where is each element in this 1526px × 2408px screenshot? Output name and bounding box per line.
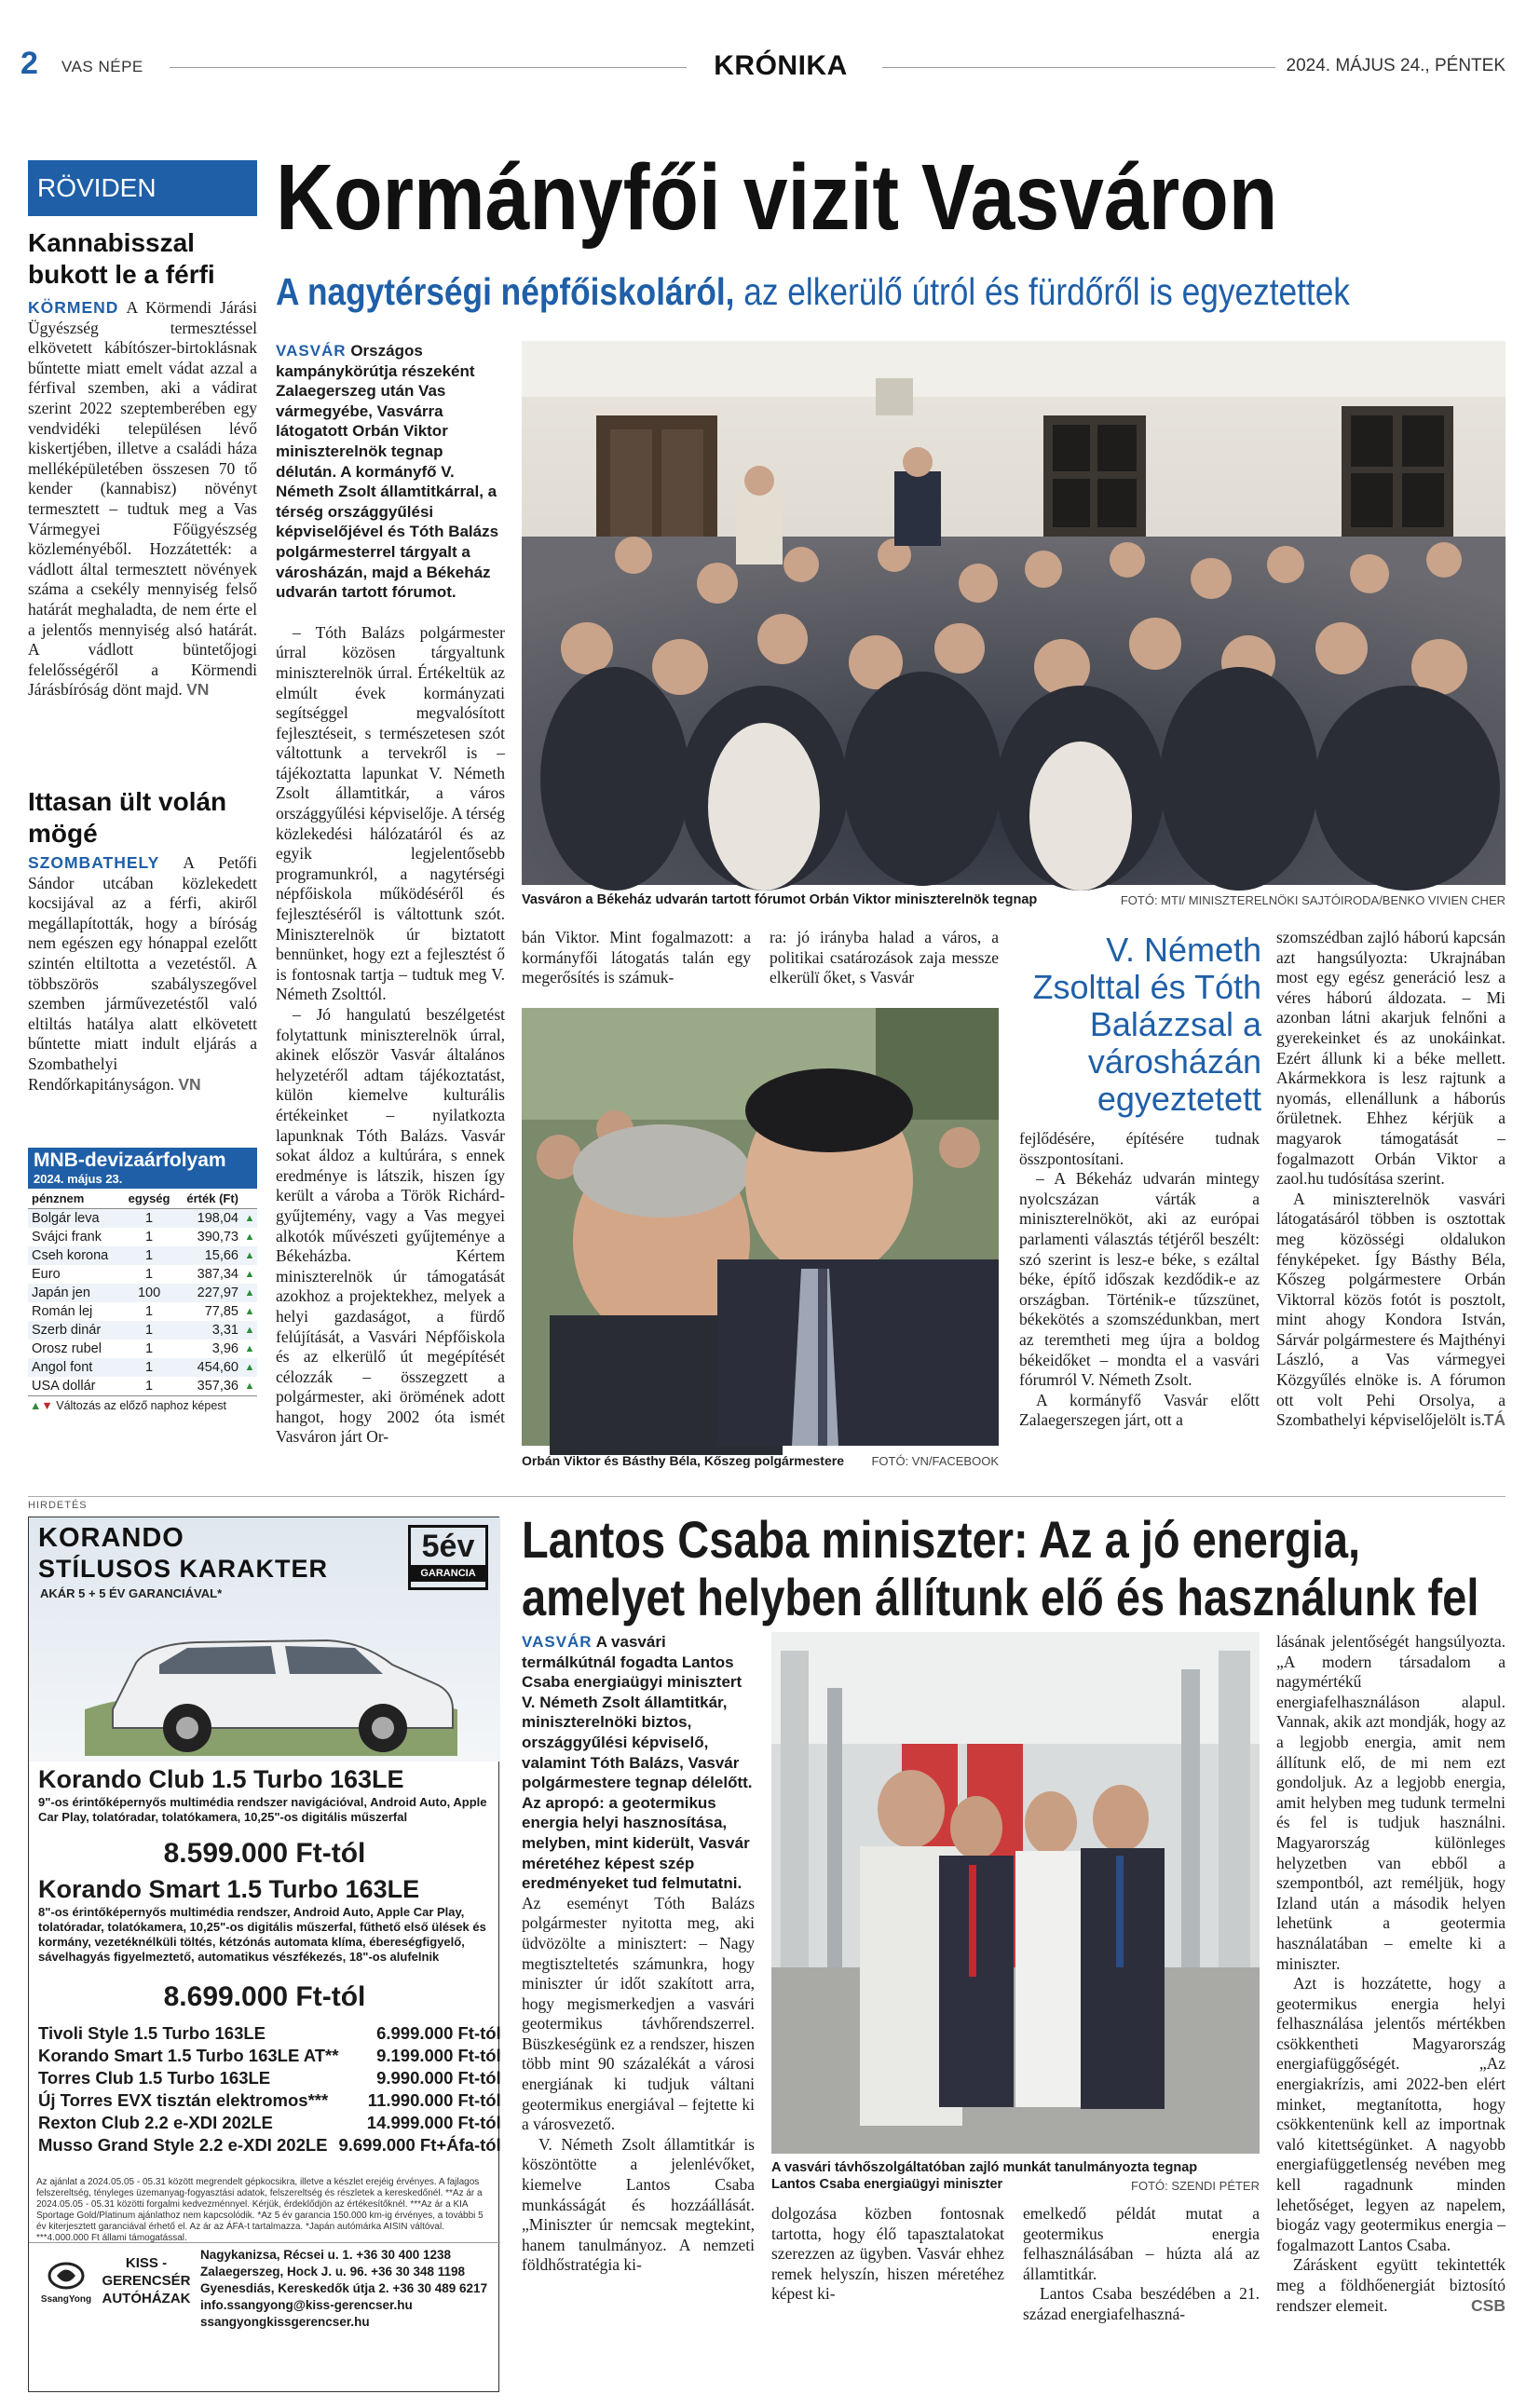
dealer-address-1: Nagykanizsa, Récsei u. 1. +36 30 400 1238 [200,2248,452,2262]
subhead-bold: A nagytérségi népfőiskoláról, [276,270,735,313]
fx-currency: Román lej [32,1304,93,1319]
ad-title-2: STÍLUSOS KARAKTER [38,1555,329,1583]
page-header [20,45,1506,82]
ad-model-name: Rexton Club 2.2 e-XDI 202LE [38,2113,273,2132]
dealer-addresses [200,2247,495,2331]
advertisement [28,1517,499,2392]
ad-model-name: Korando Smart 1.5 Turbo 163LE AT** [38,2046,339,2065]
fx-currency: Orosz rubel [32,1341,102,1356]
a1col4-para: A miniszterelnök vasvári látogatásáról többen is osztottak meg közösségi oldalukon fényképeket. Így Básthy Béla, Kőszeg polgármestere Orbán Viktorral közös fotót is posztolt, mint ahogy Kondora István, Sárvár polgármestere és Majthényi László, a Vas vármegyei Közgyűlés elnöke is. A fórumon ott volt Pehi Orsolya, a Szombathelyi képviselőjelölt is. [1276,1189,1506,1430]
arrow-down-icon: ▼ [41,1399,53,1412]
a1col4-para: szomszédban zajló háború kapcsán azt hangsúlyozta: Ukrajnában most egy egész generáció lesz a véres háború áldozata. – Mi azonban látni akarjuk felnőni a gyerekeinket és az unokáinkat. Ezért állunk ki a béke mellett. Akármekkora is lesz rajtunk a nyomás, ellenállunk a háborús őrületnek. Ehhez kérjük a magyarok támogatását – fogalmazott Orbán Viktor a zaol.hu tudósítása szerint. [1276,928,1506,1189]
brief-2-title: Ittasan ült volán mögé [28,787,227,848]
arrow-up-icon: ▲ [244,1287,255,1299]
suv-car-image [85,1607,457,1756]
badge-number: 5év [421,1529,475,1564]
fx-row [28,1377,257,1395]
ad-model-price: 9.699.000 Ft+Áfa-tól [338,2135,501,2155]
fx-unit: 1 [145,1360,154,1375]
a1col3-para: fejlődésére, építésére tudnak összpontosítani. [1019,1129,1260,1168]
fx-value: 3,96 [211,1341,238,1356]
model2-title: Korando Smart 1.5 Turbo 163LE [38,1875,420,1903]
fx-unit: 1 [145,1230,154,1245]
fx-unit: 100 [137,1286,161,1300]
brief-1-sign: VN [186,680,210,700]
arrow-up-icon: ▲ [244,1343,255,1354]
brief-1-title: Kannabisszal bukott le a férfi [28,228,215,289]
subhead-rest: az elkerülő útról és fürdőről is egyeztettek [743,270,1350,313]
header-rule-left [170,67,687,68]
article1-col4 [1276,928,1506,1431]
a2col4-para: Záráskent együtt tekintették meg a földhőenergiát biztosító rendszer elemeit. [1276,2255,1506,2315]
article1-col2-top: bán Viktor. Mint fogalmazott: a kormányfői látogatás talán egy megerősítés is számuk- [522,928,751,987]
article1-headline [276,145,1506,253]
dealer-address-3: Gyenesdiás, Kereskedők útja 2. +36 30 489 6217 [200,2281,488,2295]
ad-model-name: Tivoli Style 1.5 Turbo 163LE [38,2023,266,2043]
model2-desc: 8"-os érintőképernyős multimédia rendszer, Android Auto, Apple Car Play, tolatóradar, tolatókamera, 10,25"-os digitális műszerfal, fűthető első ülések és kormány, vezetéknélküli töltés, kétzónás automata klíma, ébereségfigyelő, sávelhagyás figyelmeztető, automatikus vészfékezés, 18"-os alufelnik [38,1905,486,1964]
fx-unit: 1 [145,1323,154,1338]
dealer-block [29,2242,500,2393]
article1-col1-p1: – Tóth Balázs polgármester úrral közösen tárgyaltunk miniszterelnök úrral. Értékeltük az elmúlt évek kormányzati segítséggel megvalósított fejlesztéseit, s természetesen szót váltottunk a tervekről is – tájékoztatta lapunkat V. Németh Zsolt államtitkár, a város országgyűlési képviselője. A térség közlekedési hálózatáról és az egyik legjelentősebb programunkról, a nagytérségi népfőiskola működéséről és fejlesztéséről is váltottunk szót. Miniszterelnök úr biztatott bennünket, hogy ezt a fejlesztést ő is fontosnak tartja – tudtuk meg V. Németh Zsolttól. [276,622,505,1004]
article2-lead: A vasvári termálkútnál fogadta Lantos Csaba energiaügyi minisztert V. Németh Zsolt államtitkár, miniszterelnöki biztos, országgyűlési képviselő, valamint Tóth Balázs, Vasvár polgármestere tegnap délelőtt. Az apropó: a geotermikus energia helyi hasznosítása, melyben, mint kiderült, Vasvár méretéhez képest szép eredményeket tud felmutatni. [522,1633,753,1893]
fx-row [28,1265,257,1284]
guarantee-badge [408,1525,488,1590]
photo3-credit: FOTÓ: SZENDI PÉTER [1131,2179,1260,2193]
photo2-credit: FOTÓ: VN/FACEBOOK [871,1454,999,1468]
arrow-up-icon: ▲ [244,1213,255,1224]
fx-row [28,1246,257,1265]
ad-model-price: 9.199.000 Ft-tól [376,2046,501,2065]
article1-col1 [276,341,505,1448]
a2col1-para: Az eseményt Tóth Balázs polgármester nyitotta meg, aki üdvözölte a minisztert: – Nagy megtiszteltetés számunkra, hogy miniszter úr időt szakított arra, hogy megismerkedjen a vasvári geotermikus távhőrendszerrel. Büszkeségünk ez a rendszer, hiszen több mint 90 százalékát a városi energiának ki tudjuk váltani geotermikus energiával – fejtette ki a városvezető. [522,1893,755,2134]
article2-col1 [522,1632,755,2276]
ad-model-price: 14.999.000 Ft-tól [366,2113,501,2132]
photo1-caption: Vasváron a Békeház udvarán tartott fórumot Orbán Viktor miniszterelnök tegnap FOTÓ: MTI/ MINISZTERELNÖKI SAJTÓIRODA/BENKO VIVIEN CHER [522,892,1506,907]
section-divider [28,1496,1506,1497]
ad-model-price: 6.999.000 Ft-tól [376,2023,501,2043]
article1-sign: TÁ [1483,1410,1506,1430]
fx-currency: Japán jen [32,1286,90,1300]
badge-label: GARANCIA [411,1565,485,1582]
fx-col-currency: pénznem [32,1191,85,1205]
ad-label: HIRDETÉS [28,1500,88,1511]
dealer-website: ssangyongkissgerencser.hu [200,2315,370,2329]
article2-sign: CSB [1471,2295,1506,2315]
dealer-brand: SsangYong [40,2294,92,2305]
arrow-up-icon: ▲ [30,1399,42,1412]
fx-value: 387,34 [197,1267,238,1282]
a1col3-para: – A Békeház udvarán mintegy nyolcszázan várták a miniszterelnököt, aki az európai parlamenti választás tétjéről beszélt: szó szerint is lesz-e béke, s ezáltal béke, építő időszak kezdődik-e az országban. Történik-e tűzszünet, békekötés a szomszédunkban, mert az teremtheti meg újra a boldog békeidőket – mondta el a vasvári fórumról V. Németh Zsolt. [1019,1169,1260,1390]
ad-model-price: 11.990.000 Ft-tól [367,2090,501,2110]
fx-currency: USA dollár [32,1379,96,1394]
fx-date: 2024. május 23. [34,1172,123,1186]
article1-col3-top: ra: jó irányba halad a város, a politikai csatározások zaja messze elkerülï őket, s Vasvár [770,928,999,987]
article2-col2: dolgozása közben fontosnak tartotta, hogy élő tapasztalatokat szerezzen az ügyben. Vasvár ehhez remek helyszín, hiszen méretéhez képest ki- [771,2204,1004,2304]
ad-model-name: Új Torres EVX tisztán elektromos*** [38,2090,329,2110]
ad-price-table [38,2022,501,2156]
arrow-up-icon: ▲ [244,1250,255,1261]
arrow-up-icon: ▲ [244,1306,255,1317]
a2col4-para: lásának jelentőségét hangsúlyozta. „A modern társadalom a nagymértékű energiafelhasználáson alapul. Vannak, akik azt mondják, hogy az a legjobb energia, amit nem állítunk elő, de mi nem ezt gondoljuk. Az a legjobb energia, amit helyben meg tudunk termelni és fel is tudjuk használni. Magyarország különleges helyzetben van ebből a szempontból, azt remélјük, hogy Izland után a második helyen lehetünk a geotermia használatában – emelte ki a miniszter. [1276,1632,1506,1973]
page-number: 2 [20,46,38,81]
fx-value: 198,04 [197,1211,238,1226]
brief-1-place: KÖRMEND [28,298,119,317]
fx-currency: Angol font [32,1360,93,1375]
fx-currency: Svájci frank [32,1230,102,1245]
article2-headline [522,1511,1506,1641]
ad-price-row [38,2089,501,2112]
fx-value: 390,73 [197,1230,238,1245]
fx-unit: 1 [145,1379,154,1394]
ssangyong-logo-icon [48,2262,85,2290]
fx-currency: Bolgár leva [32,1211,100,1226]
fx-unit: 1 [145,1267,154,1282]
article1-col3 [1019,1129,1260,1431]
section-title: KRÓNIKA [714,50,848,81]
arrow-up-icon: ▲ [244,1269,255,1280]
header-rule-right [882,67,1275,68]
model1-title: Korando Club 1.5 Turbo 163LE [38,1765,404,1793]
article1-lead-place: VASVÁR [276,342,347,360]
article2-lead-place: VASVÁR [522,1633,593,1651]
brief-2-body: SZOMBATHELY A Petőfi Sándor utcában közlekedett kocsijával az a férfi, akiről megállapították, hogy a bíróság nem egészen egy hónappal ezelőtt szintén eltiltotta a vezetéstől. A többszörös szabályszegővel szemben járművezetéstől való eltiltás hatálya alatt elkövetett bűntette miatt indult eljárás a Szombathelyi Rendőrkapitányságon. VN [28,853,257,1094]
ad-price-row [38,2134,501,2156]
brief-2-sign: VN [178,1074,201,1094]
fx-unit: 1 [145,1248,154,1263]
fx-value: 357,36 [197,1379,238,1394]
brief-2-place: SZOMBATHELY [28,853,160,872]
dealer-address-2: Zalaegerszeg, Hock J. u. 96. +36 30 348 1198 [200,2265,466,2279]
article1-lead: Országos kampánykörútja részeként Zalaegerszeg után Vas vármegyébe, Vasvárra látogatott Orbán Viktor miniszterelnök tegnap délután. A kormányfő V. Németh Zsolt államtitkárral, a térség országgyűlési képviselőjével és Tóth Balázs polgármesterrel tárgyalt a városházán, majd a Békeház udvarán tartott fórumot. [276,342,499,602]
fx-note: ▲▼ Változás az előző naphoz képest [28,1395,257,1415]
forum-crowd-photo [522,341,1506,885]
article1-col1-p2: – Jó hangulatú beszélgetést folytattunk miniszterelnök úrral, akinek először Vasvár általános helyzetéről adtam tájékoztatást, külön kiemelve kulturális értékeinket – nyilatkozta lapunknak Tóth Balázs. Vasvár sokat áldoz a kultúrára, s ennek eredménye is látszik, hiszen így került a vároba a Török Richárd-gyűjtemény, vagy a Vas megyei alkotók művészeti gyűjteménye a Békeházba. Kértem miniszterelnök úr támogatását azokhoz a projektekhez, melyek a helyi gazdaságot, a fürdő felújítását, a Vasvári Népfőiskola és az elkerülő út megépítését célozzák – összegzett a polgármester, aki örömének adott hangot, hogy 2002 óta ismét Vasváron járt Or- [276,1005,505,1447]
arrow-up-icon: ▲ [244,1325,255,1336]
article2-col4 [1276,1632,1506,2316]
a1col3-para: A kormányfő Vasvár előtt Zalaegerszegen járt, ott a [1019,1390,1260,1430]
arrow-up-icon: ▲ [244,1381,255,1392]
article2-headline-line1: Lantos Csaba miniszter: Az a jó energia, [522,1510,1361,1569]
model1-desc: 9"-os érintőképernyős multimédia rendszer navigációval, Android Auto, Apple Car Play, tolatóradar, tolatókamera, 10,25"-os digitális műszerfal [38,1795,487,1824]
ad-guarantee: AKÁR 5 + 5 ÉV GARANCIÁVAL* [40,1586,223,1600]
fx-header-row [28,1189,257,1209]
article2-col3 [1023,2204,1260,2325]
fx-currency: Cseh korona [32,1248,109,1263]
briefs-column [28,160,257,1412]
fx-value: 227,97 [197,1286,238,1300]
arrow-up-icon: ▲ [244,1362,255,1373]
fx-currency: Euro [32,1267,61,1282]
photo1-credit: FOTÓ: MTI/ MINISZTERELNÖKI SAJTÓIRODA/BENKO VIVIEN CHER [1120,893,1506,907]
fx-row [28,1302,257,1321]
ad-model-name: Torres Club 1.5 Turbo 163LE [38,2068,271,2088]
fx-title: MNB-devizaárfolyam [34,1150,226,1171]
fx-table [28,1189,257,1395]
brief-1-body: KÖRMEND A Körmendi Járási Ügyészség termesztéssel elkövetett kábítószer-birtoklásnak bűntette miatt emelt vádat azzal a férfival szemben, aki a vádirat szerint 2022 szeptemberében egy vendvidéki településen lévő kiskertjében, illetve a családi háza melléképületében összesen 70 tő kender (kannabisz) növényt termesztett – tudtuk meg a Vas Vármegyei Főügyészség közleményéből. Hozzátették: a vádlott által termesztett növények száma a csekély mennyiség felső határát meghaladta, de nem érte el a jelentős mennyiség alsó határát. A vádlott büntetőjogi felelősségéről a Körmendi Járásbíróság dönt majd. VN [28,298,257,700]
fx-value: 15,66 [204,1248,238,1263]
fx-currency: Szerb dinár [32,1323,102,1338]
ssangyong-logo [38,2262,94,2305]
fx-col-value: érték (Ft) [186,1191,238,1205]
fx-row [28,1358,257,1377]
fx-unit: 1 [145,1211,154,1226]
ad-price-row [38,2067,501,2089]
a2col1-para: V. Németh Zsolt államtitkár is köszöntötte a jelenlévőket, kiemelve Lantos Csaba munkásságát és hozzáállását. „Miniszter úr nemcsak megtekint, hanem tanulmányoz. A nemzeti földhőstratégia ki- [522,2134,755,2275]
selfie-photo [522,1008,999,1446]
paper-name: VAS NÉPE [61,58,143,75]
fx-box [28,1148,257,1415]
article1-subhead [276,270,1506,317]
fx-row [28,1284,257,1302]
ad-model-name: Musso Grand Style 2.2 e-XDI 202LE [38,2135,328,2155]
ad-price-row [38,2112,501,2134]
fx-title-bar [28,1148,257,1189]
a2col4-para: Azt is hozzátette, hogy a geotermikus energia helyi felhasználása jelentős mértékben csökkentheti Magyarország energiafüggőségét. „Az energiakrízis, ami 2022-ben elért minket, megtanította, hogy csökkentenünk kell az importnak való kitettségünket. A nagyobb energiafüggetlenség nevében meg kell ragadnunk minden lehetőséget, legyen az napelem, biogáz vagy geotermikus energia – fogalmazott Lantos Csaba. [1276,1974,1506,2254]
article2-headline-line2: amelyet helyben állítunk elő és használunk fel [522,1568,1479,1626]
fx-value: 454,60 [197,1360,238,1375]
ad-price-row [38,2022,501,2045]
ad-fine-print: Az ajánlat a 2024.05.05 - 05.31 között megrendelt gépkocsikra, illetve a készlet erejéig érvényes. A fajlagos felszereltség, tényleges üzemanyag-fogyasztási adatok, felszereltség és részletek a kereskedőnél. **Az ár a 2024.05.05 - 05.31 közötti forgalmi kedvezménnyel. Kérjük, érdeklődjön az értékesítőknél. ***Az ár a KIA Sportage Gold/Platinum ajánlathoz nem kapcsolódik. *Az 5 év garancia 150.000 km-ig érvényes, a további 5 év kiterjesztett garanciával érhető el. Az ár az ÁFA-t tartalmazza. *Japán autómárka AISIN váltóval. ***4.000.000 Ft állami támogatással. [36,2177,484,2243]
fx-row [28,1321,257,1340]
arrow-up-icon: ▲ [244,1231,255,1243]
ad-model-price: 9.990.000 Ft-tól [376,2068,501,2088]
model2-price: 8.699.000 Ft-tól [163,1981,366,2012]
photo3-caption: A vasvári távhőszolgáltatóban zajló munkát tanulmányozta tegnap Lantos Csaba energiaügyi miniszter FOTÓ: SZENDI PÉTER [771,2160,1260,2193]
fx-row [28,1340,257,1358]
dealer-email: info.ssangyong@kiss-gerencser.hu [200,2298,413,2312]
dealer-name: KISS - GERENCSÉR AUTÓHÁZAK [102,2255,191,2306]
fx-row [28,1209,257,1229]
fx-unit: 1 [145,1304,154,1319]
model1-price: 8.599.000 Ft-tól [163,1838,366,1869]
fx-unit: 1 [145,1341,154,1356]
ad-title-1: KORANDO [38,1523,184,1553]
article1-pull-quote: V. Németh Zsolttal és Tóth Balázzsal a városházán egyeztetett [1032,931,1261,1118]
page-date: 2024. MÁJUS 24., PÉNTEK [1286,56,1506,75]
a2col3-para: emelkedő példát mutat a geotermikus energia felhasználásában – húzta alá az államtitkár. [1023,2204,1260,2283]
fx-row [28,1228,257,1246]
briefs-label: RÖVIDEN [28,160,257,216]
photo2-caption: Orbán Viktor és Básthy Béla, Kőszeg polgármestere FOTÓ: VN/FACEBOOK [522,1453,999,1468]
fx-col-unit: egység [128,1191,170,1205]
fx-value: 3,31 [211,1323,238,1338]
ad-price-row [38,2045,501,2067]
minister-visit-photo [771,1632,1260,2154]
article1-headline-text: Kormányfői vizit Vasváron [276,145,1278,250]
fx-value: 77,85 [204,1304,238,1319]
a2col3-para: Lantos Csaba beszédében a 21. század energiafelhaszná- [1023,2284,1260,2323]
